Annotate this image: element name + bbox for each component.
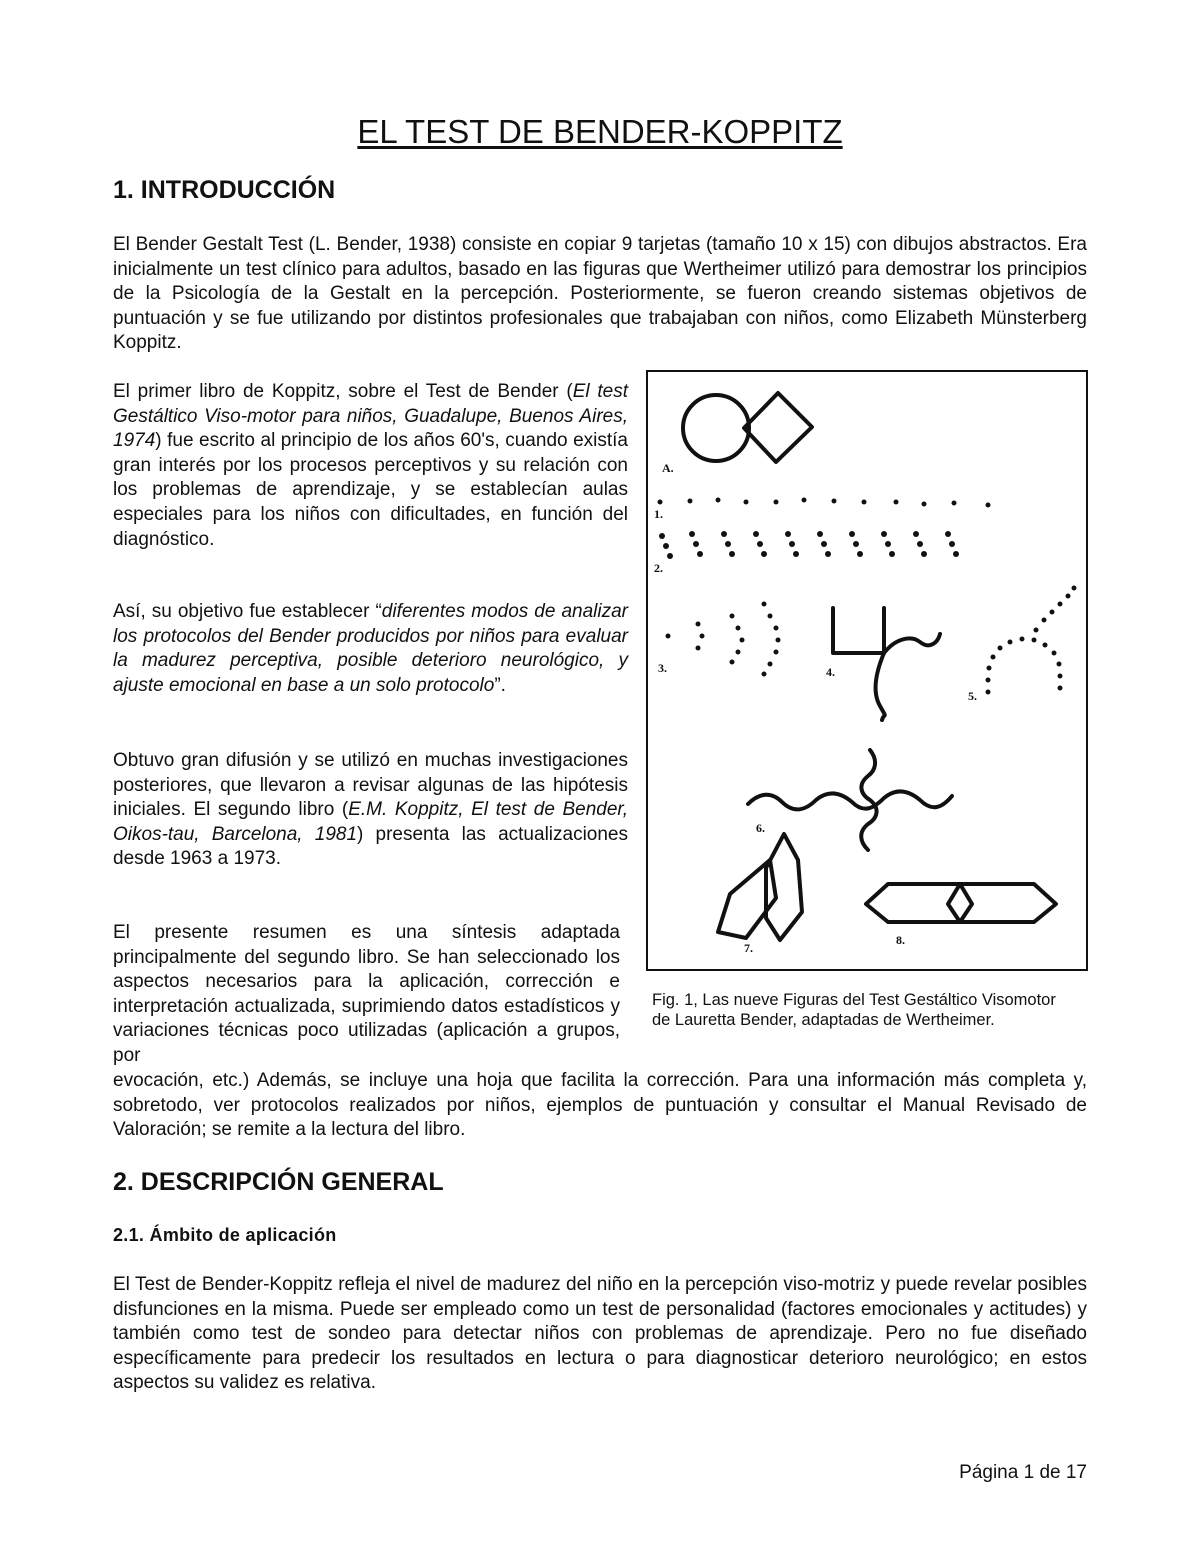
intro-paragraph-1: El Bender Gestalt Test (L. Bender, 1938) consiste en copiar 9 tarjetas (tamaño 10 x 15) con dibujos abstractos. Era inicialmente un test clínico para adultos, basado en las figuras que Wertheimer utilizó para demostrar los principios de la Psicología de la Gestalt en la percepción. Posteriormente, se fueron creando sistemas objetivos de puntuación y se fue utilizando por distintos profesionales que trabajaban con niños, como Elizabeth Münsterberg Koppitz. <box>113 234 1087 354</box>
bender-figures-drawing <box>648 372 1086 969</box>
figure-caption: Fig. 1, Las nueve Figuras del Test Gestáltico Visomotor de Lauretta Bender, adaptadas de Wertheimer. <box>652 991 1056 1029</box>
figure-8-inner-diamond <box>948 884 972 922</box>
figure-label-3: 3. <box>658 661 667 675</box>
section-2-heading: 2. DESCRIPCIÓN GENERAL <box>113 1168 444 1196</box>
figure-label-5: 5. <box>968 689 977 703</box>
page-number: Página 1 de 17 <box>959 1462 1087 1483</box>
figure-label-7: 7. <box>744 941 753 955</box>
figure-7-hexagon-right <box>766 834 802 940</box>
figure-4-curve-bottom <box>876 653 885 720</box>
scope-paragraph: El Test de Bender-Koppitz refleja el nivel de madurez del niño en la percepción viso-motriz y puede revelar posibles disfunciones en la misma. Puede ser empleado como un test de personalidad (factores emocionales y actitudes) y también como test de sondeo para detectar niños con problemas de aprendizaje. Pero no fue diseñado específicamente para predecir los resultados en lectura o para diagnosticar deterioro neurológico; en estos aspectos su validez es relativa. <box>113 1274 1087 1394</box>
intro-paragraph-5-part-1: El presente resumen es una síntesis adaptada principalmente del segundo libro. Se han seleccionado los aspectos necesarios para la aplicación, corrección e interpretación actualizada, suprimiendo datos estadísticos y variaciones técnicas poco utilizadas (aplicación a grupos, por <box>113 922 620 1066</box>
intro-paragraph-4: Obtuvo gran difusión y se utilizó en muchas investigaciones posteriores, que llevaron a revisar algunas de las hipótesis iniciales. El segundo libro (E.M. Koppitz, El test de Bender, Oikos-tau, Barcelona, 1981) presenta las actualizaciones desde 1963 a 1973. <box>113 750 628 870</box>
section-1-heading: 1. INTRODUCCIÓN <box>113 176 336 204</box>
bender-figures-image <box>646 370 1088 971</box>
figure-6-vertical-wave <box>861 750 876 850</box>
figure-6-horizontal-wave <box>748 791 952 809</box>
figure-label-8: 8. <box>896 933 905 947</box>
intro-paragraph-5-part-2: evocación, etc.) Además, se incluye una hoja que facilita la corrección. Para una información más completa y, sobretodo, ver protocolos realizados por niños, ejemplos de puntuación y consultar el Manual Revisado de Valoración; se remite a la lectura del libro. <box>113 1070 1087 1141</box>
figure-label-2: 2. <box>654 561 663 575</box>
intro-paragraph-3: Así, su objetivo fue establecer “diferentes modos de analizar los protocolos del Bender producidos por niños para evaluar la madurez perceptiva, posible deterioro neurológico, y ajuste emocional en base a un solo protocolo”. <box>113 601 628 696</box>
figure-a-diamond <box>744 393 812 462</box>
intro-paragraph-2: El primer libro de Koppitz, sobre el Test de Bender (El test Gestáltico Viso-motor para niños, Guadalupe, Buenos Aires, 1974) fue escrito al principio de los años 60's, cuando existía gran interés por los procesos perceptivos y su relación con los problemas de aprendizaje, y se establecían aulas especiales para los niños con dificultades, en función del diagnóstico. <box>113 381 628 550</box>
figure-4-curve-top <box>884 634 940 653</box>
figure-label-4: 4. <box>826 665 835 679</box>
document-title: EL TEST DE BENDER-KOPPITZ <box>357 113 843 150</box>
figure-4-open-square <box>833 608 884 653</box>
figure-label-6: 6. <box>756 821 765 835</box>
figure-a-circle <box>683 395 749 461</box>
figure-8-elongated-hexagon <box>866 884 1056 922</box>
figure-label-a: A. <box>662 461 674 475</box>
section-2-1-heading: 2.1. Ámbito de aplicación <box>113 1225 337 1245</box>
figure-label-1: 1. <box>654 507 663 521</box>
